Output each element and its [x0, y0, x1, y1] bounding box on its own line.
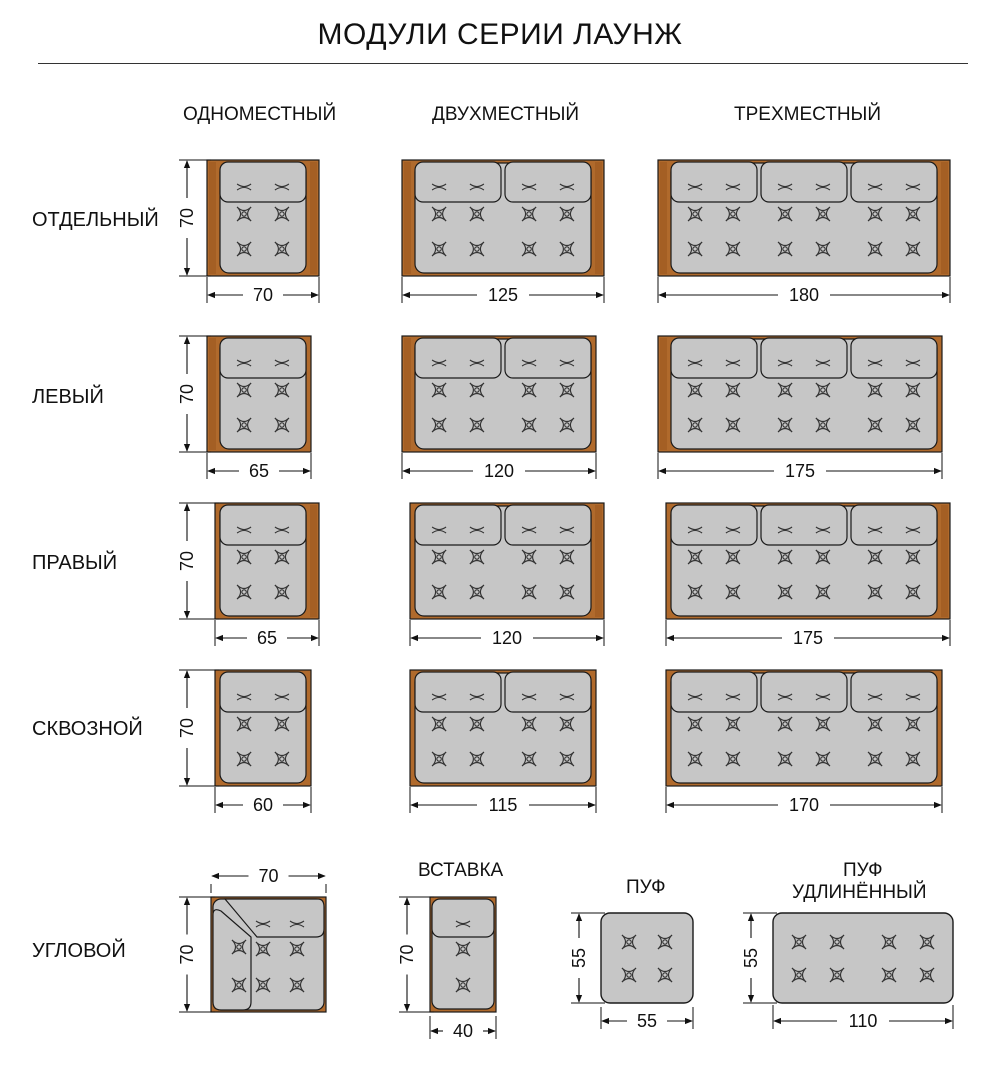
dim-right-triple-width — [666, 620, 950, 648]
dim-through-depth — [177, 670, 219, 786]
back-cushion — [505, 162, 591, 202]
dim-through-double-width — [410, 787, 596, 815]
dim-label: 70 — [177, 550, 197, 572]
pouf-long-title-line1: ПУФ — [843, 860, 883, 881]
dim-label: 180 — [788, 285, 820, 305]
row-label-separate: ОТДЕЛЬНЫЙ — [32, 209, 159, 231]
back-cushion — [761, 505, 847, 545]
dim-label: 65 — [256, 628, 278, 648]
dim-left-single-width — [207, 453, 311, 481]
pouf-title: ПУФ — [626, 877, 666, 898]
right-armrest — [595, 505, 602, 617]
dim-corner-depth — [177, 897, 215, 1012]
back-cushion — [761, 338, 847, 378]
module-left-single — [207, 336, 311, 452]
module-through-single — [215, 670, 311, 786]
back-cushion — [505, 338, 591, 378]
dim-label: 40 — [452, 1021, 474, 1041]
dim-separate-double-width — [402, 277, 604, 305]
back-cushion — [851, 672, 937, 712]
left-armrest — [209, 162, 216, 274]
module-left-double — [402, 336, 596, 452]
back-cushion — [671, 672, 757, 712]
dim-separate-single-width — [207, 277, 319, 305]
dim-label: 65 — [248, 461, 270, 481]
dim-pouf-width — [601, 1007, 693, 1031]
column-header-triple: ТРЕХМЕСТНЫЙ — [734, 104, 882, 125]
dim-label: 55 — [741, 947, 761, 969]
back-cushion — [220, 505, 306, 545]
insert-title: ВСТАВКА — [418, 860, 504, 881]
column-header-double: ДВУХМЕСТНЫЙ — [432, 104, 580, 125]
dim-right-single-width — [215, 620, 319, 648]
back-cushion — [505, 672, 591, 712]
dim-label: 55 — [569, 947, 589, 969]
dim-label: 55 — [636, 1011, 658, 1031]
module-separate-double — [402, 160, 604, 276]
row-label-corner: УГЛОВОЙ — [32, 940, 126, 962]
right-armrest — [310, 505, 317, 617]
back-cushion — [415, 338, 501, 378]
module-left-triple — [658, 336, 942, 452]
module-right-double — [410, 503, 604, 619]
dim-separate-depth — [177, 160, 211, 276]
dim-pouf-depth — [569, 913, 605, 1003]
module-corner — [211, 897, 326, 1012]
left-armrest — [209, 338, 216, 450]
dim-corner-width — [211, 866, 326, 893]
left-armrest — [404, 162, 411, 274]
dim-label: 70 — [252, 285, 274, 305]
right-armrest — [941, 162, 948, 274]
dim-left-triple-width — [658, 453, 942, 481]
dim-insert-depth — [397, 897, 434, 1012]
back-cushion — [415, 505, 501, 545]
right-armrest — [595, 162, 602, 274]
module-right-single — [215, 503, 319, 619]
module-through-double — [410, 670, 596, 786]
module-pouf-long — [773, 913, 953, 1003]
left-armrest — [660, 162, 667, 274]
dim-through-triple-width — [666, 787, 942, 815]
dim-label: 115 — [488, 795, 518, 815]
module-insert — [430, 897, 496, 1012]
dim-right-depth — [177, 503, 219, 619]
row-label-through: СКВОЗНОЙ — [32, 718, 143, 740]
dim-label: 175 — [792, 628, 824, 648]
dim-label: 175 — [784, 461, 816, 481]
dim-label: 70 — [177, 717, 197, 739]
left-armrest — [660, 338, 667, 450]
module-through-triple — [666, 670, 942, 786]
column-header-single: ОДНОМЕСТНЫЙ — [183, 104, 337, 125]
back-cushion — [415, 672, 501, 712]
pouf-cushion — [601, 913, 693, 1003]
dim-label: 60 — [252, 795, 274, 815]
dim-insert-width — [430, 1016, 496, 1041]
row-label-right: ПРАВЫЙ — [32, 552, 118, 574]
back-cushion — [220, 162, 306, 202]
dim-separate-triple-width — [658, 277, 950, 305]
back-cushion — [220, 672, 306, 712]
dim-pouf-long-depth — [741, 913, 777, 1003]
dim-label: 70 — [397, 944, 417, 965]
pouf-long-cushion — [773, 913, 953, 1003]
module-pouf — [601, 913, 693, 1003]
back-cushion — [671, 162, 757, 202]
dim-pouf-long-width — [773, 1005, 953, 1031]
right-armrest — [941, 505, 948, 617]
page-title: МОДУЛИ СЕРИИ ЛАУНЖ — [317, 18, 683, 51]
dim-through-single-width — [215, 787, 311, 815]
back-cushion — [505, 505, 591, 545]
dim-left-double-width — [402, 453, 596, 481]
dim-label: 70 — [258, 866, 279, 886]
right-armrest — [310, 162, 317, 274]
dim-label: 110 — [848, 1011, 878, 1031]
row-label-left: ЛЕВЫЙ — [32, 386, 104, 408]
left-armrest — [404, 338, 411, 450]
back-cushion — [851, 505, 937, 545]
dim-left-depth — [177, 336, 211, 452]
dim-right-double-width — [410, 620, 604, 648]
module-separate-single — [207, 160, 319, 276]
back-cushion — [851, 162, 937, 202]
dim-label: 70 — [177, 383, 197, 405]
back-cushion — [671, 338, 757, 378]
pouf-long-title-line2: УДЛИНЁННЫЙ — [792, 882, 927, 903]
module-right-triple — [666, 503, 950, 619]
dim-label: 125 — [487, 285, 519, 305]
back-cushion — [851, 338, 937, 378]
dim-label: 120 — [483, 461, 515, 481]
back-cushion — [220, 338, 306, 378]
dim-label: 70 — [177, 207, 197, 229]
back-cushion — [415, 162, 501, 202]
dim-label: 70 — [177, 944, 197, 965]
dim-label: 170 — [788, 795, 820, 815]
back-cushion — [761, 162, 847, 202]
insert-back — [432, 899, 494, 937]
dim-label: 120 — [491, 628, 523, 648]
back-cushion — [761, 672, 847, 712]
module-separate-triple — [658, 160, 950, 276]
back-cushion — [671, 505, 757, 545]
